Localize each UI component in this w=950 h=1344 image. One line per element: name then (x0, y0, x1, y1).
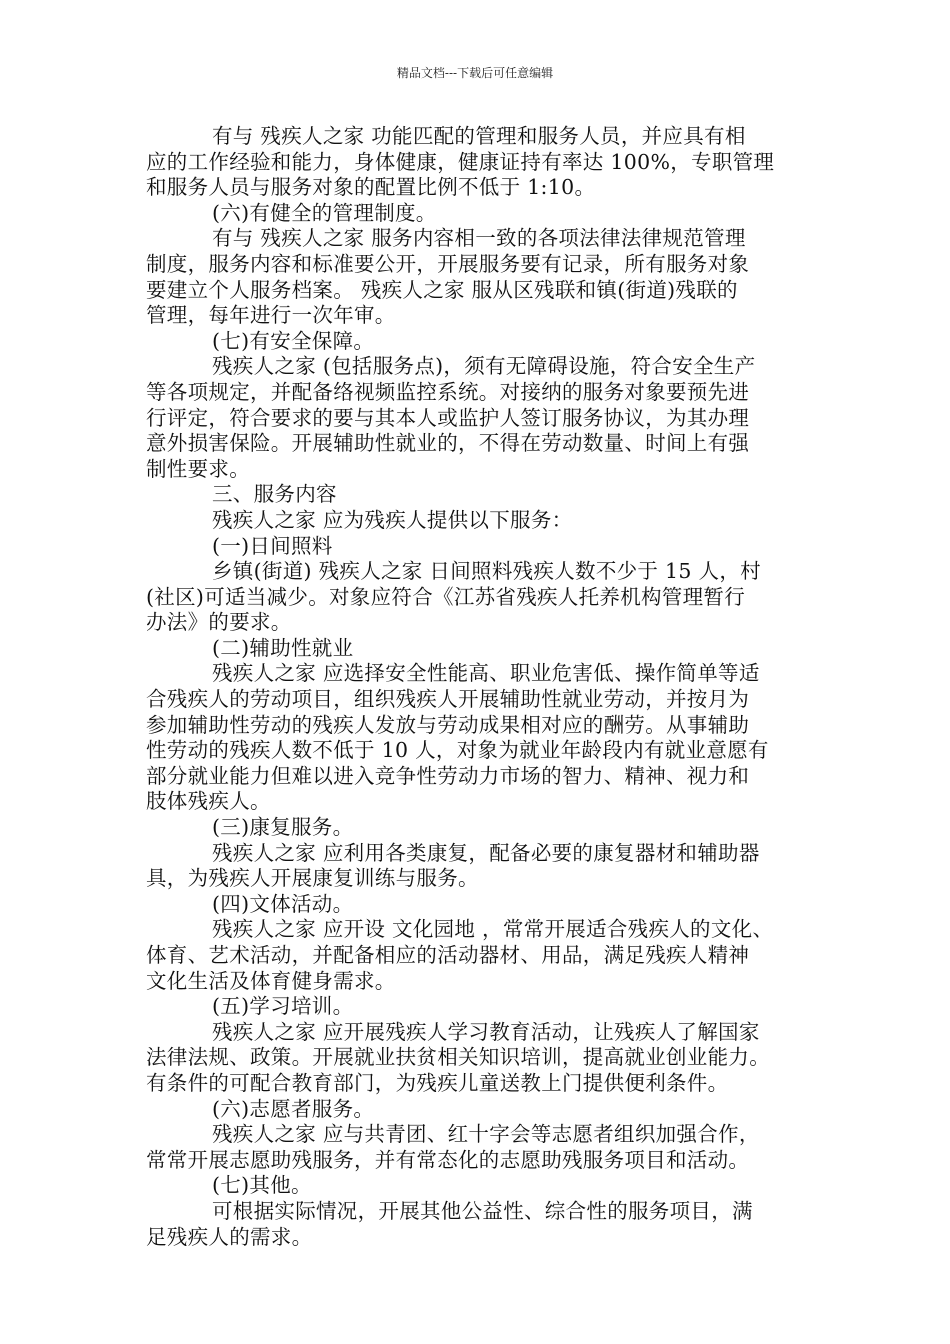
section-heading: (七)其他。 (212, 1173, 312, 1198)
paragraph-line: 乡镇(街道) 残疾人之家 日间照料残疾人数不少于 15 人，村 (212, 559, 761, 584)
paragraph-line: 残疾人之家 应为残疾人提供以下服务： (212, 507, 573, 532)
paragraph-line: 残疾人之家 应选择安全性能高、职业危害低、操作简单等适 (212, 661, 760, 686)
paragraph-line: 具，为残疾人开展康复训练与服务。 (146, 866, 479, 891)
section-heading: (七)有安全保障。 (212, 328, 375, 353)
paragraph-line: 肢体残疾人。 (146, 789, 271, 814)
paragraph-line: 制度，服务内容和标准要公开，开展服务要有记录，所有服务对象 (146, 251, 750, 276)
paragraph-line: 制性要求。 (146, 456, 250, 481)
paragraph-line: 有条件的可配合教育部门，为残疾儿童送教上门提供便利条件。 (146, 1070, 729, 1095)
paragraph-line: 残疾人之家 应与共青团、红十字会等志愿者组织加强合作， (212, 1122, 760, 1147)
section-heading: (五)学习培训。 (212, 994, 354, 1019)
paragraph-line: 参加辅助性劳动的残疾人发放与劳动成果相对应的酬劳。从事辅助 (146, 712, 750, 737)
paragraph-line: 和服务人员与服务对象的配置比例不低于 1:10。 (146, 175, 596, 200)
paragraph-line: 文化生活及体育健身需求。 (146, 968, 396, 993)
paragraph-line: 残疾人之家 应利用各类康复，配备必要的康复器材和辅助器 (212, 840, 760, 865)
paragraph-line: 法律法规、政策。开展就业扶贫相关知识培训，提高就业创业能力。 (146, 1045, 770, 1070)
paragraph-line: 行评定，符合要求的要与其本人或监护人签订服务协议，为其办理 (146, 405, 750, 430)
section-heading: 三、服务内容 (212, 482, 337, 507)
paragraph-line: 等各项规定，并配备络视频监控系统。对接纳的服务对象要预先进 (146, 379, 750, 404)
section-heading: (二)辅助性就业 (212, 635, 354, 660)
paragraph-line: 性劳动的残疾人数不低于 10 人，对象为就业年龄段内有就业意愿有 (146, 738, 769, 763)
paragraph-line: 部分就业能力但难以进入竞争性劳动力市场的智力、精神、视力和 (146, 763, 750, 788)
paragraph-line: 残疾人之家 应开展残疾人学习教育活动，让残疾人了解国家 (212, 1019, 760, 1044)
paragraph-line: 体育、艺术活动，并配备相应的活动器材、用品，满足残疾人精神 (146, 943, 750, 967)
section-heading: (四)文体活动。 (212, 891, 354, 916)
paragraph-line: 有与 残疾人之家 功能匹配的管理和服务人员，并应具有相 (212, 124, 746, 148)
paragraph-line: 要建立个人服务档案。 残疾人之家 服从区残联和镇(街道)残联的 (146, 277, 738, 302)
page-header: 精品文档---下载后可任意编辑 (396, 66, 554, 80)
paragraph-line: 可根据实际情况，开展其他公益性、综合性的服务项目，满 (212, 1198, 753, 1223)
paragraph-line: 合残疾人的劳动项目，组织残疾人开展辅助性就业劳动，并按月为 (146, 687, 750, 712)
paragraph-line: 有与 残疾人之家 服务内容相一致的各项法律法律规范管理 (212, 226, 746, 251)
paragraph-line: 常常开展志愿助残服务，并有常态化的志愿助残服务项目和活动。 (146, 1147, 750, 1172)
paragraph-line: 办法》的要求。 (146, 610, 292, 635)
paragraph-line: 残疾人之家 应开设 文化园地 ，常常开展适合残疾人的文化、 (212, 917, 774, 942)
document-body (146, 124, 822, 1250)
section-heading: (三)康复服务。 (212, 815, 354, 840)
paragraph-line: (社区)可适当减少。对象应符合《江苏省残疾人托养机构管理暂行 (146, 584, 745, 609)
paragraph-line: 管理，每年进行一次年审。 (146, 303, 396, 328)
paragraph-line: 足残疾人的需求。 (146, 1224, 313, 1249)
section-heading: (六)志愿者服务。 (212, 1096, 375, 1121)
paragraph-line: 应的工作经验和能力，身体健康，健康证持有率达 100%，专职管理 (146, 149, 775, 174)
section-heading: (六)有健全的管理制度。 (212, 200, 437, 225)
paragraph-line: 残疾人之家 (包括服务点)，须有无障碍设施，符合安全生产 (212, 354, 756, 379)
paragraph-line: 意外损害保险。开展辅助性就业的，不得在劳动数量、时间上有强 (146, 431, 750, 456)
section-heading: (一)日间照料 (212, 533, 333, 558)
